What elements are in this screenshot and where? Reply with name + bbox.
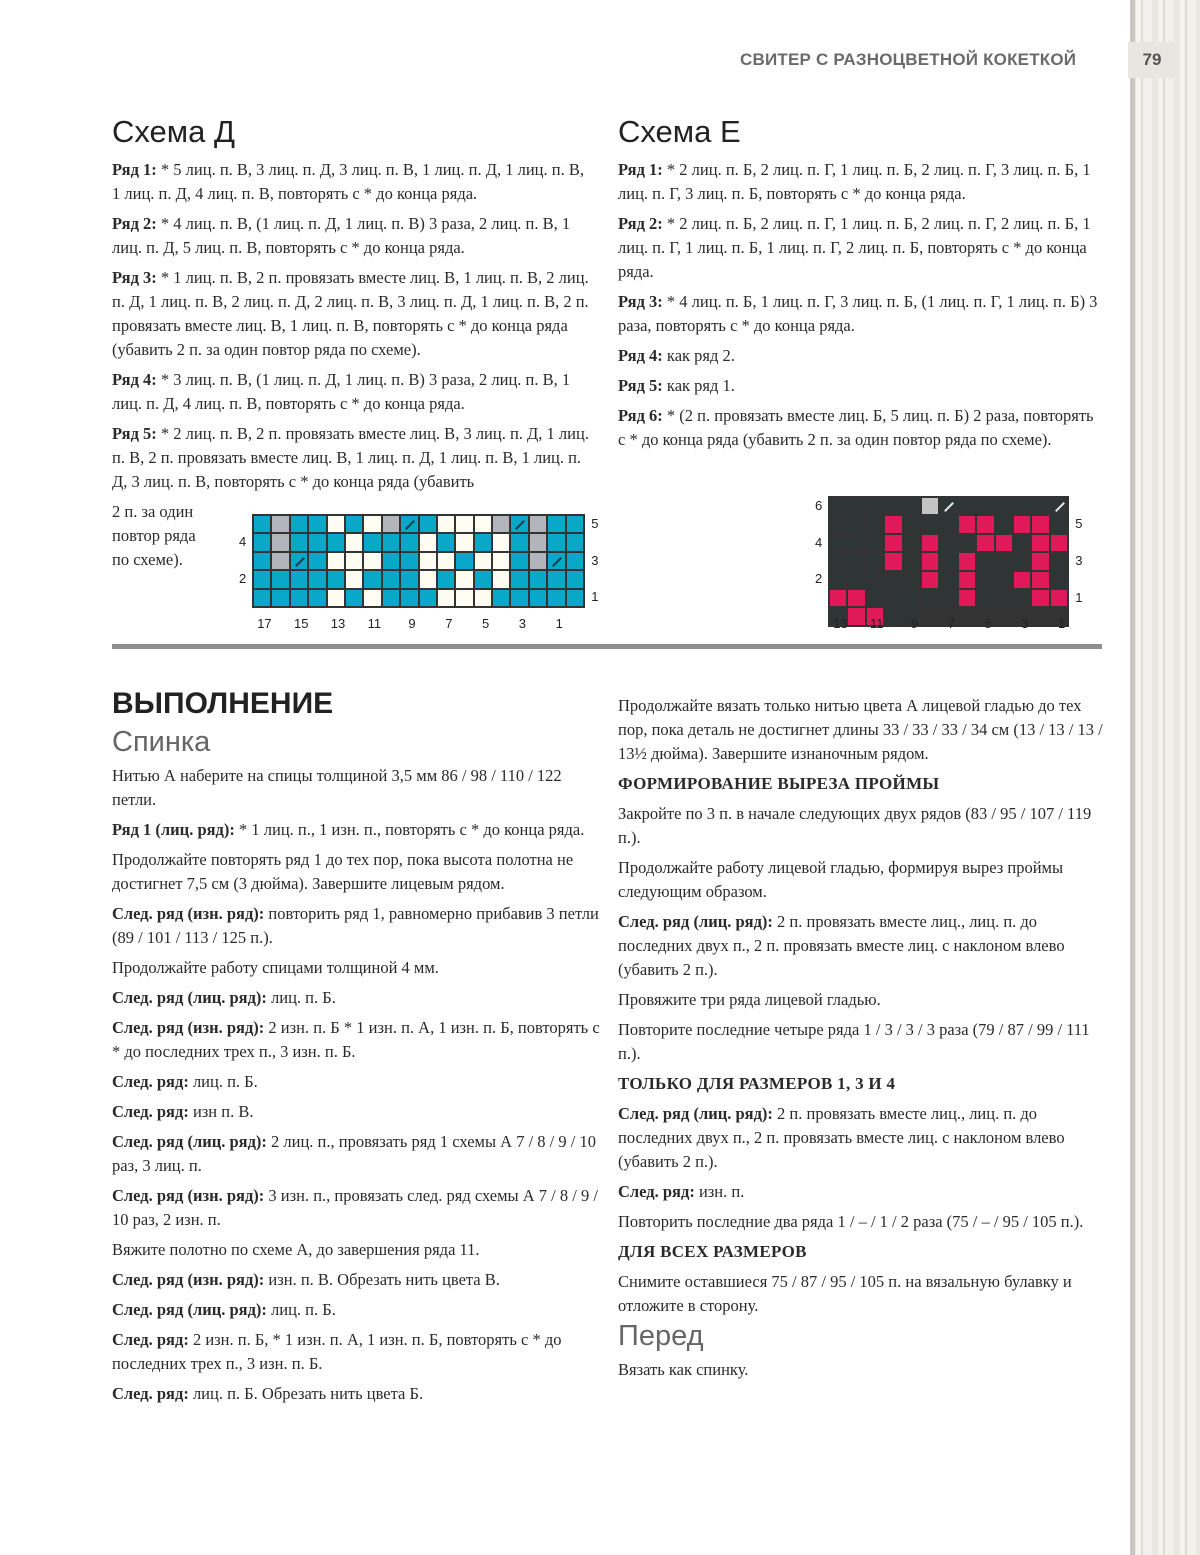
paragraph: След. ряд (изн. ряд): повторить ряд 1, равномерно прибавив 3 петли (89 / 101 / 113 / 125 п.). xyxy=(112,904,599,947)
row-label: След. ряд (изн. ряд): xyxy=(112,904,265,923)
stitch-cell xyxy=(1013,589,1031,607)
row-label: Ряд 6: xyxy=(618,406,663,425)
decrease-stitch-cell xyxy=(547,552,565,570)
decrease-stitch-cell xyxy=(1050,497,1068,515)
front-title: Перед xyxy=(618,1320,704,1352)
stitch-cell xyxy=(547,570,565,588)
chart-grid xyxy=(252,514,585,608)
sizes134-title: ТОЛЬКО ДЛЯ РАЗМЕРОВ 1, 3 И 4 xyxy=(618,1074,896,1093)
stitch-cell xyxy=(437,589,455,607)
stitch-cell xyxy=(492,533,510,551)
row-label: Ряд 2: xyxy=(112,214,157,233)
all-sizes-text: Снимите оставшиеся 75 / 87 / 95 / 105 п. на вязальную булавку и отложите в сторону. xyxy=(618,1272,1072,1315)
paragraph: След. ряд: 2 изн. п. Б, * 1 изн. п. А, 1 изн. п. Б, повторять с * до последних трех п., 3 изн. п. Б. xyxy=(112,1330,562,1373)
paragraph: Ряд 5: * 2 лиц. п. В, 2 п. провязать вместе лиц. В, 3 лиц. п. Д, 1 лиц. п. В, 2 п. провязать вместе лиц. В, 1 лиц. п. Д, 1 лиц. п. В, 1 лиц. п. Д, 3 лиц. п. В, повторять с * до конца ряда (убавить xyxy=(112,424,589,491)
stitch-cell xyxy=(866,589,884,607)
stitch-cell xyxy=(976,515,994,533)
stitch-cell xyxy=(419,515,437,533)
column-number: 13 xyxy=(330,616,346,631)
stitch-cell xyxy=(847,552,865,570)
stitch-cell xyxy=(1013,497,1031,515)
row-label: След. ряд (лиц. ряд): xyxy=(112,1132,267,1151)
stitch-cell xyxy=(1050,589,1068,607)
stitch-cell xyxy=(400,552,418,570)
paragraph: Провяжите три ряда лицевой гладью. xyxy=(618,990,881,1009)
stitch-cell xyxy=(345,533,363,551)
stitch-cell xyxy=(529,533,547,551)
stitch-cell xyxy=(939,552,957,570)
stitch-cell xyxy=(529,552,547,570)
stitch-cell xyxy=(995,534,1013,552)
paragraph: След. ряд (изн. ряд): изн. п. В. Обрезать нить цвета В. xyxy=(112,1270,500,1289)
stitch-cell xyxy=(921,552,939,570)
stitch-cell xyxy=(345,552,363,570)
stitch-cell xyxy=(271,515,289,533)
stitch-cell xyxy=(847,497,865,515)
stitch-cell xyxy=(1013,552,1031,570)
scheme-d-instructions xyxy=(112,158,592,494)
column-number: 3 xyxy=(1021,616,1029,632)
stitch-cell xyxy=(1031,534,1049,552)
paragraph: Ряд 4: как ряд 2. xyxy=(618,346,735,365)
row-label: Ряд 4: xyxy=(618,346,663,365)
stitch-cell xyxy=(566,515,584,533)
stitch-cell xyxy=(958,497,976,515)
stitch-cell xyxy=(921,589,939,607)
stitch-cell xyxy=(437,552,455,570)
stitch-cell xyxy=(995,571,1013,589)
decrease-stitch-cell xyxy=(290,552,308,570)
stitch-cell xyxy=(1031,571,1049,589)
column-number: 11 xyxy=(367,616,382,631)
paragraph: Ряд 6: * (2 п. провязать вместе лиц. Б, 5 лиц. п. Б) 2 раза, повторять с * до конца ряда (убавить 2 п. за один повтор ряда по схеме). xyxy=(618,406,1094,449)
stitch-cell xyxy=(363,515,381,533)
decrease-stitch-cell xyxy=(400,515,418,533)
paragraph: Вяжите полотно по схеме А, до завершения ряда 11. xyxy=(112,1240,480,1259)
stitch-cell xyxy=(363,589,381,607)
stitch-cell xyxy=(1050,534,1068,552)
row-label: След. ряд (лиц. ряд): xyxy=(112,1300,267,1319)
stitch-cell xyxy=(419,570,437,588)
decrease-stitch-cell xyxy=(510,515,528,533)
stitch-cell xyxy=(529,570,547,588)
row-number-right: 1 xyxy=(591,589,599,605)
stitch-cell xyxy=(529,515,547,533)
paragraph: Повторить последние два ряда 1 / – / 1 / 2 раза (75 / – / 95 / 105 п.). xyxy=(618,1212,1084,1231)
column-number: 1 xyxy=(555,616,563,631)
stitch-cell xyxy=(1050,552,1068,570)
column-number: 9 xyxy=(910,616,919,632)
stitch-cell xyxy=(1031,589,1049,607)
stitch-cell xyxy=(308,552,326,570)
row-label: Ряд 1: xyxy=(618,160,663,179)
row-number-right: 3 xyxy=(591,552,599,568)
row-number-left: 4 xyxy=(815,534,823,550)
row-label: След. ряд: xyxy=(112,1072,189,1091)
paragraph: След. ряд (лиц. ряд): лиц. п. Б. xyxy=(112,988,336,1007)
row-number-right: 5 xyxy=(591,515,599,531)
stitch-cell xyxy=(382,589,400,607)
stitch-cell xyxy=(455,570,473,588)
stitch-cell xyxy=(400,589,418,607)
stitch-cell xyxy=(492,570,510,588)
stitch-cell xyxy=(308,570,326,588)
stitch-cell xyxy=(363,552,381,570)
stitch-cell xyxy=(253,589,271,607)
column-number: 7 xyxy=(445,616,453,631)
stitch-cell xyxy=(958,534,976,552)
stitch-cell xyxy=(529,589,547,607)
stitch-cell xyxy=(976,497,994,515)
stitch-cell xyxy=(1050,515,1068,533)
row-number-right: 1 xyxy=(1075,589,1083,605)
stitch-cell xyxy=(921,497,939,515)
paragraph: Ряд 1 (лиц. ряд): * 1 лиц. п., 1 изн. п., повторять с * до конца ряда. xyxy=(112,820,585,839)
stitch-cell xyxy=(1013,515,1031,533)
stitch-cell xyxy=(884,589,902,607)
stitch-cell xyxy=(566,552,584,570)
back-title: Спинка xyxy=(112,726,211,758)
back-instructions xyxy=(112,764,602,1406)
row-label: След. ряд: xyxy=(618,1182,695,1201)
stitch-cell xyxy=(492,552,510,570)
stitch-cell xyxy=(510,533,528,551)
column-number: 11 xyxy=(870,616,884,632)
stitch-cell xyxy=(510,589,528,607)
paragraph: След. ряд: изн п. В. xyxy=(112,1102,254,1121)
stitch-cell xyxy=(474,515,492,533)
stitch-cell xyxy=(271,533,289,551)
stitch-cell xyxy=(345,570,363,588)
stitch-cell xyxy=(995,552,1013,570)
stitch-cell xyxy=(1031,497,1049,515)
row-label: Ряд 4: xyxy=(112,370,157,389)
stitch-cell xyxy=(382,515,400,533)
row-number-right: 5 xyxy=(1075,516,1083,532)
execution-title: ВЫПОЛНЕНИЕ xyxy=(112,687,334,720)
stitch-cell xyxy=(921,534,939,552)
stitch-cell xyxy=(455,552,473,570)
stitch-cell xyxy=(510,552,528,570)
running-header: СВИТЕР С РАЗНОЦВЕТНОЙ КОКЕТКОЙ xyxy=(740,50,1077,69)
stitch-cell xyxy=(976,552,994,570)
scheme-e-instructions xyxy=(618,158,1103,452)
stitch-cell xyxy=(1013,534,1031,552)
scheme-d-section xyxy=(112,114,592,572)
section-divider xyxy=(112,644,1102,649)
paragraph: След. ряд: изн. п. xyxy=(618,1182,745,1201)
stitch-cell xyxy=(437,515,455,533)
stitch-cell xyxy=(253,515,271,533)
paragraph: След. ряд (изн. ряд): 2 изн. п. Б * 1 изн. п. А, 1 изн. п. Б, повторять с * до последних трех п., 3 изн. п. Б. xyxy=(112,1018,600,1061)
stitch-cell xyxy=(327,570,345,588)
armhole-instructions xyxy=(618,802,1103,1066)
stitch-cell xyxy=(492,589,510,607)
stitch-cell xyxy=(382,552,400,570)
row-label: След. ряд (изн. ряд): xyxy=(112,1270,265,1289)
row-label: Ряд 1: xyxy=(112,160,157,179)
stitch-cell xyxy=(976,534,994,552)
stitch-cell xyxy=(547,589,565,607)
stitch-cell xyxy=(271,552,289,570)
stitch-cell xyxy=(829,534,847,552)
row-number-left: 4 xyxy=(239,534,247,550)
stitch-cell xyxy=(884,534,902,552)
row-label: След. ряд: xyxy=(112,1384,189,1403)
stitch-cell xyxy=(829,552,847,570)
paragraph: След. ряд (лиц. ряд): 2 п. провязать вместе лиц., лиц. п. до последних двух п., 2 п. провязать вместе лиц. с наклоном влево (убавить 2 п.). xyxy=(618,912,1065,979)
stitch-cell xyxy=(308,515,326,533)
column-number: 5 xyxy=(984,616,992,632)
intro-text: Продолжайте вязать только нитью цвета А лицевой гладью до тех пор, пока деталь не достигнет длины 33 / 33 / 33 / 34 см (13 / 13 / 13 / 13½ дюйма). Завершите изнаночным рядом. xyxy=(618,696,1103,763)
stitch-cell xyxy=(253,570,271,588)
stitch-cell xyxy=(995,497,1013,515)
stitch-cell xyxy=(419,552,437,570)
row-number-left: 2 xyxy=(239,571,247,587)
stitch-cell xyxy=(290,515,308,533)
sizes134-instructions xyxy=(618,1102,1103,1234)
paragraph: Ряд 3: * 4 лиц. п. Б, 1 лиц. п. Г, 3 лиц. п. Б, (1 лиц. п. Г, 1 лиц. п. Б) 3 раза, повторять с * до конца ряда. xyxy=(618,292,1098,335)
stitch-cell xyxy=(363,533,381,551)
stitch-cell xyxy=(958,589,976,607)
row-label: След. ряд (лиц. ряд): xyxy=(618,1104,773,1123)
stitch-cell xyxy=(866,552,884,570)
stitch-cell xyxy=(327,515,345,533)
execution-right xyxy=(618,694,1103,1388)
stitch-cell xyxy=(455,589,473,607)
paragraph: Продолжайте повторять ряд 1 до тех пор, пока высота полотна не достигнет 7,5 см (3 дюйма). Завершите лицевым рядом. xyxy=(112,850,574,893)
stitch-cell xyxy=(363,570,381,588)
stitch-cell xyxy=(474,570,492,588)
stitch-cell xyxy=(327,552,345,570)
paragraph: След. ряд: лиц. п. Б. Обрезать нить цвета Б. xyxy=(112,1384,424,1403)
row-number-left: 6 xyxy=(815,497,823,513)
stitch-cell xyxy=(290,533,308,551)
paragraph: Ряд 3: * 1 лиц. п. В, 2 п. провязать вместе лиц. В, 1 лиц. п. В, 2 лиц. п. Д, 1 лиц. п. В, 2 лиц. п. Д, 2 лиц. п. В, 3 лиц. п. Д, 1 лиц. п. В, 2 п. провязать вместе лиц. В, 1 лиц. п. В, повторять с * до конца ряда (убавить 2 п. за один повтор ряда по схеме). xyxy=(112,268,589,359)
stitch-cell xyxy=(995,515,1013,533)
stitch-cell xyxy=(400,533,418,551)
stitch-cell xyxy=(382,570,400,588)
stitch-cell xyxy=(1013,571,1031,589)
stitch-cell xyxy=(510,570,528,588)
scheme-e-section xyxy=(618,114,1103,458)
stitch-cell xyxy=(290,570,308,588)
stitch-cell xyxy=(345,515,363,533)
row-label: След. ряд (лиц. ряд): xyxy=(618,912,773,931)
row-label: След. ряд (лиц. ряд): xyxy=(112,988,267,1007)
stitch-cell xyxy=(253,533,271,551)
stitch-cell xyxy=(958,571,976,589)
stitch-cell xyxy=(958,515,976,533)
stitch-cell xyxy=(884,571,902,589)
column-number: 7 xyxy=(947,616,955,632)
stitch-cell xyxy=(921,571,939,589)
stitch-cell xyxy=(903,497,921,515)
page-number: 79 xyxy=(1128,42,1176,78)
stitch-cell xyxy=(327,533,345,551)
stitch-cell xyxy=(903,571,921,589)
stitch-cell xyxy=(566,533,584,551)
stitch-cell xyxy=(455,515,473,533)
stitch-cell xyxy=(903,534,921,552)
column-number: 17 xyxy=(257,616,272,631)
row-label: След. ряд: xyxy=(112,1102,189,1121)
paragraph: Ряд 1: * 2 лиц. п. Б, 2 лиц. п. Г, 1 лиц. п. Б, 2 лиц. п. Г, 3 лиц. п. Б, 1 лиц. п. Г, 3 лиц. п. Б, повторять с * до конца ряда. xyxy=(618,160,1091,203)
stitch-cell xyxy=(847,589,865,607)
stitch-cell xyxy=(400,570,418,588)
paragraph: Продолжайте работу лицевой гладью, формируя вырез проймы следующим образом. xyxy=(618,858,1064,901)
column-number: 3 xyxy=(518,616,527,631)
paragraph: Ряд 1: * 5 лиц. п. В, 3 лиц. п. Д, 3 лиц. п. В, 1 лиц. п. Д, 1 лиц. п. В, 1 лиц. п. Д, 4 лиц. п. В, повторять с * до конца ряда. xyxy=(112,160,584,203)
execution-left xyxy=(112,687,602,1412)
stitch-cell xyxy=(271,570,289,588)
stitch-cell xyxy=(345,589,363,607)
column-number: 1 xyxy=(1058,616,1066,632)
row-label: Ряд 3: xyxy=(112,268,157,287)
stitch-cell xyxy=(939,515,957,533)
paragraph: Нитью А наберите на спицы толщиной 3,5 мм 86 / 98 / 110 / 122 петли. xyxy=(112,766,562,809)
all-sizes-title: ДЛЯ ВСЕХ РАЗМЕРОВ xyxy=(618,1242,807,1261)
paragraph: След. ряд (лиц. ряд): лиц. п. Б. xyxy=(112,1300,336,1319)
stitch-cell xyxy=(847,607,865,625)
paragraph: Закройте по 3 п. в начале следующих двух рядов (83 / 95 / 107 / 119 п.). xyxy=(618,804,1092,847)
stitch-cell xyxy=(474,533,492,551)
stitch-cell xyxy=(455,533,473,551)
stitch-cell xyxy=(903,552,921,570)
paragraph: След. ряд (лиц. ряд): 2 п. провязать вместе лиц., лиц. п. до последних двух п., 2 п. провязать вместе лиц. с наклоном влево (убавить 2 п.). xyxy=(618,1104,1065,1171)
stitch-cell xyxy=(939,534,957,552)
stitch-cell xyxy=(547,533,565,551)
stitch-cell xyxy=(290,589,308,607)
stitch-cell xyxy=(958,552,976,570)
stitch-cell xyxy=(308,533,326,551)
paragraph: Ряд 4: * 3 лиц. п. В, (1 лиц. п. Д, 1 лиц. п. В) 3 раза, 2 лиц. п. В, 1 лиц. п. Д, 4 лиц. п. В, повторять с * до конца ряда. xyxy=(112,370,571,413)
stitch-cell xyxy=(866,515,884,533)
row-label: След. ряд: xyxy=(112,1330,189,1349)
scheme-d-tail: 2 п. за один повтор ряда по схеме). xyxy=(112,502,196,569)
stitch-cell xyxy=(884,497,902,515)
decrease-stitch-cell xyxy=(939,497,957,515)
stitch-cell xyxy=(419,589,437,607)
stitch-cell xyxy=(419,533,437,551)
stitch-cell xyxy=(995,589,1013,607)
stitch-cell xyxy=(829,589,847,607)
stitch-cell xyxy=(829,497,847,515)
paragraph: Ряд 2: * 2 лиц. п. Б, 2 лиц. п. Г, 1 лиц. п. Б, 2 лиц. п. Г, 2 лиц. п. Б, 1 лиц. п. Г, 1 лиц. п. Б, 1 лиц. п. Г, 2 лиц. п. Б, повторять с * до конца ряда. xyxy=(618,214,1091,281)
column-number: 15 xyxy=(294,616,309,631)
row-label: Ряд 5: xyxy=(112,424,157,443)
stitch-cell xyxy=(253,552,271,570)
paragraph: Повторите последние четыре ряда 1 / 3 / 3 / 3 раза (79 / 87 / 99 / 111 п.). xyxy=(618,1020,1090,1063)
stitch-cell xyxy=(866,571,884,589)
stitch-cell xyxy=(903,589,921,607)
stitch-cell xyxy=(474,589,492,607)
row-label: Ряд 5: xyxy=(618,376,663,395)
paragraph: Ряд 2: * 4 лиц. п. В, (1 лиц. п. Д, 1 лиц. п. В) 3 раза, 2 лиц. п. В, 1 лиц. п. Д, 5 лиц. п. В, повторять с * до конца ряда. xyxy=(112,214,571,257)
stitch-cell xyxy=(939,589,957,607)
stitch-cell xyxy=(271,589,289,607)
column-number: 5 xyxy=(482,616,490,631)
stitch-cell xyxy=(437,533,455,551)
stitch-cell xyxy=(327,589,345,607)
stitch-cell xyxy=(884,552,902,570)
row-label: Ряд 3: xyxy=(618,292,663,311)
stitch-cell xyxy=(1031,552,1049,570)
stitch-cell xyxy=(308,589,326,607)
wood-background xyxy=(1130,0,1200,1555)
row-label: Ряд 2: xyxy=(618,214,663,233)
stitch-cell xyxy=(884,607,902,625)
stitch-cell xyxy=(866,497,884,515)
stitch-cell xyxy=(847,571,865,589)
stitch-cell xyxy=(566,570,584,588)
row-label: След. ряд (изн. ряд): xyxy=(112,1186,265,1205)
paragraph: След. ряд: лиц. п. Б. xyxy=(112,1072,258,1091)
scheme-d-title: Схема Д xyxy=(112,114,235,149)
armhole-title: ФОРМИРОВАНИЕ ВЫРЕЗА ПРОЙМЫ xyxy=(618,774,940,793)
stitch-cell xyxy=(847,515,865,533)
paragraph: Ряд 5: как ряд 1. xyxy=(618,376,735,395)
column-number: 9 xyxy=(408,616,416,631)
row-label: Ряд 1 (лиц. ряд): xyxy=(112,820,235,839)
stitch-cell xyxy=(474,552,492,570)
stitch-cell xyxy=(939,571,957,589)
stitch-cell xyxy=(903,515,921,533)
stitch-cell xyxy=(847,534,865,552)
stitch-cell xyxy=(829,571,847,589)
stitch-cell xyxy=(884,515,902,533)
stitch-cell xyxy=(866,534,884,552)
scheme-e-title: Схема Е xyxy=(618,114,741,149)
stitch-cell xyxy=(382,533,400,551)
row-number-left: 2 xyxy=(815,571,823,587)
stitch-cell xyxy=(437,570,455,588)
stitch-cell xyxy=(829,515,847,533)
stitch-cell xyxy=(976,589,994,607)
stitch-cell xyxy=(976,571,994,589)
stitch-cell xyxy=(547,515,565,533)
row-label: След. ряд (изн. ряд): xyxy=(112,1018,265,1037)
chart-grid xyxy=(828,496,1069,627)
row-number-right: 3 xyxy=(1075,553,1083,569)
paragraph: След. ряд (изн. ряд): 3 изн. п., провязать след. ряд схемы А 7 / 8 / 9 / 10 раз, 2 изн. п. xyxy=(112,1186,598,1229)
stitch-cell xyxy=(566,589,584,607)
front-text: Вязать как спинку. xyxy=(618,1360,749,1379)
paragraph: Продолжайте работу спицами толщиной 4 мм. xyxy=(112,958,439,977)
stitch-cell xyxy=(1050,571,1068,589)
stitch-cell xyxy=(492,515,510,533)
column-number: 13 xyxy=(833,616,848,632)
stitch-cell xyxy=(1031,515,1049,533)
stitch-cell xyxy=(921,515,939,533)
paragraph: След. ряд (лиц. ряд): 2 лиц. п., провязать ряд 1 схемы А 7 / 8 / 9 / 10 раз, 3 лиц. п. xyxy=(112,1132,596,1175)
